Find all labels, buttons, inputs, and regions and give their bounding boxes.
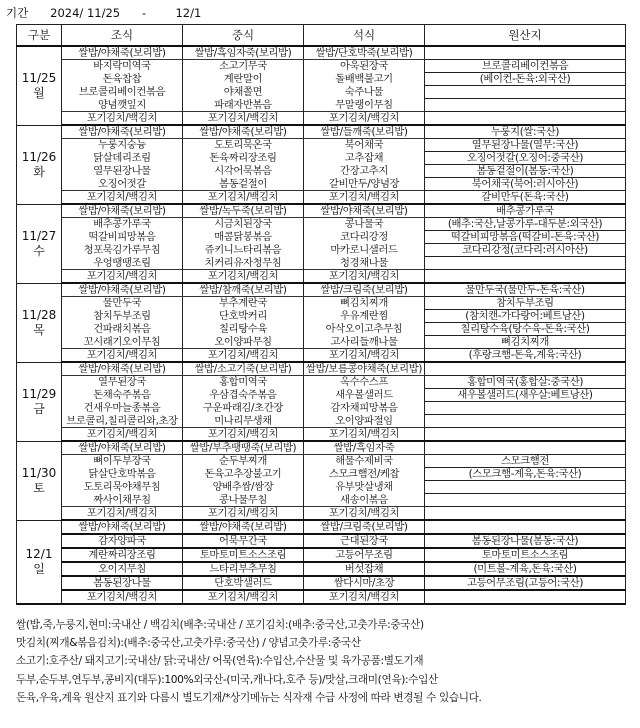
menu-row: [17, 310, 626, 323]
dinner-item: 포기김치/백김치: [304, 590, 425, 604]
menu-row: [17, 165, 626, 178]
dinner-item: 뼈김치찌개: [304, 297, 425, 310]
menu-row: [17, 46, 626, 60]
breakfast-item: 닭살데리조림: [62, 152, 183, 165]
breakfast-item: 닭살단호박볶음: [62, 468, 183, 481]
dinner-item: 쌀밥/크림죽(보리밥): [304, 520, 425, 534]
origin-item: [425, 494, 626, 507]
origin-item: (베이컨-돈육:외국산): [425, 73, 626, 86]
period-end: 12/1: [175, 6, 202, 20]
breakfast-item: 포기김치/백김치: [62, 507, 183, 521]
dinner-item: 숙주나물: [304, 86, 425, 99]
menu-row: [17, 125, 626, 139]
lunch-item: 야채쫄면: [183, 86, 304, 99]
lunch-item: 쌀밥/녹두죽(보리밥): [183, 204, 304, 218]
lunch-item: 양배추쌈/쌈장: [183, 481, 304, 494]
lunch-item: 단호박커리: [183, 310, 304, 323]
breakfast-item: 양념깻잎지: [62, 99, 183, 112]
menu-row: [17, 389, 626, 402]
breakfast-item: 쌀밥/야채죽(보리밥): [62, 362, 183, 376]
day-block: [17, 125, 626, 204]
lunch-item: 쌀밥/야채죽(보리밥): [183, 125, 304, 139]
origin-item: [425, 428, 626, 442]
lunch-item: 쌀밥/참깨죽(보리밥): [183, 283, 304, 297]
lunch-item: 봄동겉절이: [183, 178, 304, 191]
dinner-item: 감자채피망볶음: [304, 402, 425, 415]
origin-item: (배추:국산,날콩가루-대두분:외국산): [425, 218, 626, 231]
origin-item: 오징어젓갈(오징어:중국산): [425, 152, 626, 165]
dinner-item: 쌀밥/단호박죽(보리밥): [304, 46, 425, 60]
menu-row: [17, 244, 626, 257]
lunch-item: 토마토미트소스조림: [183, 548, 304, 562]
origin-item: 갈비만두(돈육:국산): [425, 191, 626, 205]
day-label: [17, 441, 62, 520]
dinner-item: 아욱된장국: [304, 60, 425, 73]
note-line: 쌀(밥,죽,누룽지,현미:국내산 / 백김치(배추:국내산 / 포기김치:(배추:중국산,고춧가루:중국산): [16, 619, 424, 631]
breakfast-item: 열무된장나물: [62, 165, 183, 178]
menu-row: [17, 139, 626, 152]
menu-row: [17, 349, 626, 363]
menu-row: [17, 590, 626, 604]
dinner-item: 쌀밥/크림죽(보리밥): [304, 283, 425, 297]
dinner-item: 해물수제비국: [304, 455, 425, 468]
breakfast-item: 쌀밥/야채죽(보리밥): [62, 125, 183, 139]
header-row: [17, 25, 626, 47]
lunch-item: 우삼겹숙주볶음: [183, 389, 304, 402]
day-weekday: 금: [33, 401, 45, 416]
dinner-item: 새송이볶음: [304, 494, 425, 507]
dinner-item: 마카로니샐러드: [304, 244, 425, 257]
dinner-item: 북어채국: [304, 139, 425, 152]
dinner-item: 유부맛살냉채: [304, 481, 425, 494]
breakfast-item: 계란짜리장조림: [62, 548, 183, 562]
breakfast-item: 브로콜리,칠리콜리와,초장: [62, 415, 183, 428]
origin-item: [425, 481, 626, 494]
lunch-item: 돈육고추장불고기: [183, 468, 304, 481]
menu-row: [17, 481, 626, 494]
origin-item: (미트볼-계육,돈육:국산): [425, 562, 626, 576]
dinner-item: 돌배백불고기: [304, 73, 425, 86]
dinner-item: 콩나물국: [304, 218, 425, 231]
menu-row: [17, 86, 626, 99]
day-date: 11/27: [21, 228, 57, 243]
dinner-item: 갈비만두/양념장: [304, 178, 425, 191]
day-date: 11/29: [21, 386, 57, 401]
day-block: [17, 46, 626, 125]
note-line: 소고기:호주산/ 돼지고기:국내산/ 닭:국내산/ 어묵(연육):수입산,수산물 및 육가공품:별도기재: [16, 655, 424, 668]
breakfast-item: 건파래치볶음: [62, 323, 183, 336]
lunch-item: 부추계란국: [183, 297, 304, 310]
lunch-item: 느타리부추무침: [183, 562, 304, 576]
lunch-item: 포기김치/백김치: [183, 349, 304, 363]
day-weekday: 화: [33, 164, 45, 179]
dinner-item: 포기김치/백김치: [304, 112, 425, 126]
menu-row: [17, 362, 626, 376]
day-block: [17, 283, 626, 362]
origin-item: 배추콩가루국: [425, 204, 626, 218]
breakfast-item: 포기김치/백김치: [62, 191, 183, 205]
menu-row: [17, 257, 626, 270]
breakfast-item: 포기김치/백김치: [62, 270, 183, 284]
lunch-item: 쌀밥/부추땡땡죽(보리밥): [183, 441, 304, 455]
origin-item: [425, 415, 626, 428]
lunch-item: 파래자반볶음: [183, 99, 304, 112]
breakfast-item: 꼬시래기오이무침: [62, 336, 183, 349]
lunch-item: 단호박샐러드: [183, 576, 304, 590]
origin-item: 새우볼샐러드(새우살:베트남산): [425, 389, 626, 402]
menu-row: [17, 494, 626, 507]
menu-row: [17, 428, 626, 442]
menu-row: [17, 534, 626, 548]
dinner-item: 청경채나물: [304, 257, 425, 270]
origin-item: 브로콜리베이컨볶음: [425, 60, 626, 73]
origin-item: (참치캔-가다랑어:베트남산): [425, 310, 626, 323]
menu-row: [17, 468, 626, 481]
lunch-item: 어묵무간국: [183, 534, 304, 548]
lunch-item: 계란말이: [183, 73, 304, 86]
lunch-item: 돈육짜리장조림: [183, 152, 304, 165]
dinner-item: 새우볼샐러드: [304, 389, 425, 402]
lunch-item: 쌀밥/야채죽(보리밥): [183, 520, 304, 534]
origin-item: [425, 257, 626, 270]
origin-item: [425, 441, 626, 455]
lunch-item: 포기김치/백김치: [183, 191, 304, 205]
origin-item: (후랑크햄-돈육,계육:국산): [425, 349, 626, 363]
period-start: 2024/ 11/25: [50, 6, 121, 20]
dinner-item: 무말랭이무침: [304, 99, 425, 112]
menu-row: [17, 297, 626, 310]
origin-item: 홍합미역국(홍합살:중국산): [425, 376, 626, 389]
day-date: 11/25: [21, 70, 57, 85]
dinner-item: 스모크햄전/케찹: [304, 468, 425, 481]
day-label: [17, 520, 62, 604]
header-breakfast: 조식: [62, 25, 183, 47]
origin-item: [425, 112, 626, 126]
origin-item: [425, 99, 626, 112]
lunch-item: 홍합미역국: [183, 376, 304, 389]
lunch-item: 도토리묵온국: [183, 139, 304, 152]
lunch-item: 소고기무국: [183, 60, 304, 73]
menu-row: [17, 576, 626, 590]
origin-item: 북어채국(북어:러시아산): [425, 178, 626, 191]
menu-row: [17, 507, 626, 521]
day-weekday: 월: [33, 85, 45, 100]
menu-row: [17, 204, 626, 218]
weekly-menu-table: [16, 24, 626, 605]
origin-item: 코다리강정(코다리:러시아산): [425, 244, 626, 257]
dinner-item: 고추잡채: [304, 152, 425, 165]
origin-item: 칠리탕수육(탕수육-돈육:국산): [425, 323, 626, 336]
menu-period: [6, 5, 201, 21]
day-label: [17, 46, 62, 125]
origin-item: 고등어무조림(고등어:국산): [425, 576, 626, 590]
breakfast-item: 봄동된장나물: [62, 576, 183, 590]
day-block: [17, 520, 626, 604]
origin-item: (스모크햄-계육,돈육:국산): [425, 468, 626, 481]
day-label: [17, 362, 62, 441]
breakfast-item: 쌀밥/야채죽(보리밥): [62, 204, 183, 218]
origin-item: [425, 362, 626, 376]
header-lunch: 중식: [183, 25, 304, 47]
breakfast-item: 감자양파국: [62, 534, 183, 548]
breakfast-item: 포기김치/백김치: [62, 590, 183, 604]
day-weekday: 수: [33, 243, 45, 258]
dinner-item: 쌀밥/야채죽(보리밥): [304, 204, 425, 218]
day-block: [17, 362, 626, 441]
lunch-item: 쌀밥/소고기죽(보리밥): [183, 362, 304, 376]
day-weekday: 토: [33, 480, 45, 495]
day-label: [17, 283, 62, 362]
breakfast-item: 돈채숙주볶음: [62, 389, 183, 402]
origin-item: [425, 507, 626, 521]
origin-item: 뼈김치찌개: [425, 336, 626, 349]
menu-row: [17, 270, 626, 284]
breakfast-item: 쌀밥/야채죽(보리밥): [62, 520, 183, 534]
menu-row: [17, 99, 626, 112]
dinner-item: 포기김치/백김치: [304, 349, 425, 363]
day-date: 12/1: [25, 546, 53, 561]
breakfast-item: 돈육찹찹: [62, 73, 183, 86]
day-label: [17, 125, 62, 204]
lunch-item: 포기김치/백김치: [183, 270, 304, 284]
dinner-item: 포기김치/백김치: [304, 428, 425, 442]
lunch-item: 미나리무생채: [183, 415, 304, 428]
breakfast-item: 배추콩가루국: [62, 218, 183, 231]
breakfast-item: 도토리묵야채무침: [62, 481, 183, 494]
lunch-item: 포기김치/백김치: [183, 590, 304, 604]
lunch-item: 치커리유자청무침: [183, 257, 304, 270]
dinner-item: 코다리강정: [304, 231, 425, 244]
origin-item: 참치두부조림: [425, 297, 626, 310]
breakfast-item: 뼈이두부장국: [62, 455, 183, 468]
dinner-item: 포기김치/백김치: [304, 507, 425, 521]
dinner-item: 고등어무조림: [304, 548, 425, 562]
day-date: 11/30: [21, 465, 57, 480]
lunch-item: 오이양파무침: [183, 336, 304, 349]
dinner-item: 버섯잡채: [304, 562, 425, 576]
lunch-item: 매콤닭봉볶음: [183, 231, 304, 244]
origin-item: [425, 86, 626, 99]
lunch-item: 콩나물무침: [183, 494, 304, 507]
breakfast-item: 포기김치/백김치: [62, 112, 183, 126]
dinner-item: 아삭오이고추무침: [304, 323, 425, 336]
breakfast-item: 참치두부조림: [62, 310, 183, 323]
lunch-item: 포기김치/백김치: [183, 428, 304, 442]
day-weekday: 목: [33, 322, 45, 337]
lunch-item: 포기김치/백김치: [183, 112, 304, 126]
lunch-item: 칠리탕수육: [183, 323, 304, 336]
breakfast-item: 떡갈비피망볶음: [62, 231, 183, 244]
day-block: [17, 441, 626, 520]
note-line: 돈육,우육,계육 원산지 표기와 다름시 별도기재/*상기메뉴는 식자재 수급 사정에 따라 변경될 수 있습니다.: [16, 691, 482, 704]
origin-item: 봄동된장나물(봄동:국산): [425, 534, 626, 548]
menu-row: [17, 283, 626, 297]
origin-item: 토마토미트소스조림: [425, 548, 626, 562]
lunch-item: 쥬키니느타리볶음: [183, 244, 304, 257]
lunch-item: 쌀밥/흑임자죽(보리밥): [183, 46, 304, 60]
menu-row: [17, 60, 626, 73]
day-block: [17, 204, 626, 283]
dinner-item: 쌀밥/보름콩야채죽(보리밥): [304, 362, 425, 376]
breakfast-item: 오이지무침: [62, 562, 183, 576]
lunch-item: 시각어묵볶음: [183, 165, 304, 178]
dinner-item: 옥수수스프: [304, 376, 425, 389]
lunch-item: 구운파래김/초간장: [183, 402, 304, 415]
header-dinner: 석식: [304, 25, 425, 47]
breakfast-item: 건새우마늘종볶음: [62, 402, 183, 415]
breakfast-item: 오징어젓갈: [62, 178, 183, 191]
origin-item: [425, 46, 626, 60]
dinner-item: 오이양파절임: [304, 415, 425, 428]
menu-row: [17, 562, 626, 576]
breakfast-item: 쌀밥/야채죽(보리밥): [62, 46, 183, 60]
day-date: 11/28: [21, 307, 57, 322]
menu-row: [17, 336, 626, 349]
origin-item: 누룽지(쌀:국산): [425, 125, 626, 139]
menu-row: [17, 73, 626, 86]
origin-item: 물만두국(물만두-돈육:국산): [425, 283, 626, 297]
origin-item: 스모크햄전: [425, 455, 626, 468]
breakfast-item: 물만두국: [62, 297, 183, 310]
day-label: [17, 204, 62, 283]
origin-item: [425, 402, 626, 415]
menu-row: [17, 520, 626, 534]
menu-row: [17, 441, 626, 455]
dinner-item: 고사리들깨나물: [304, 336, 425, 349]
period-dash: -: [142, 6, 147, 20]
dinner-item: 간장고추지: [304, 165, 425, 178]
menu-row: [17, 231, 626, 244]
menu-row: [17, 323, 626, 336]
menu-row: [17, 218, 626, 231]
menu-row: [17, 178, 626, 191]
day-date: 11/26: [21, 149, 57, 164]
dinner-item: 쌈다시마/초장: [304, 576, 425, 590]
breakfast-item: 포기김치/백김치: [62, 428, 183, 442]
header-origin: 원산지: [425, 25, 626, 47]
note-line: 맛김치(찌개&볶음김치):(배추:중국산,고춧가루:중국산) / 양념고춧가루:중국산: [16, 637, 361, 650]
dinner-item: 포기김치/백김치: [304, 191, 425, 205]
breakfast-item: 누룽지숭늉: [62, 139, 183, 152]
period-label: 기간: [6, 6, 29, 20]
breakfast-item: 쌀밥/야채죽(보리밥): [62, 283, 183, 297]
breakfast-item: 우엉땡땡조림: [62, 257, 183, 270]
origin-item: 봄동겉절이(봄동:국산): [425, 165, 626, 178]
lunch-item: 순두부찌개: [183, 455, 304, 468]
breakfast-item: 브로콜리베이컨볶음: [62, 86, 183, 99]
menu-row: [17, 415, 626, 428]
notes-section: [16, 616, 628, 707]
note-line: 두부,순두부,연두부,콩비지(대두):100%외국산-(미국,캐나다,호주 등)/맛살,크래미(연육):수입산: [16, 673, 438, 686]
menu-row: [17, 152, 626, 165]
day-weekday: 일: [33, 561, 45, 576]
lunch-item: 시금치된장국: [183, 218, 304, 231]
menu-row: [17, 455, 626, 468]
dinner-item: 포기김치/백김치: [304, 270, 425, 284]
header-division: 구분: [17, 25, 62, 47]
menu-row: [17, 191, 626, 205]
breakfast-item: 청포묵김가루무침: [62, 244, 183, 257]
menu-row: [17, 402, 626, 415]
dinner-item: 근대된장국: [304, 534, 425, 548]
origin-item: 떡갈비피망볶음(떡갈비-돈육:국산): [425, 231, 626, 244]
origin-item: [425, 520, 626, 534]
breakfast-item: 포기김치/백김치: [62, 349, 183, 363]
origin-item: [425, 270, 626, 284]
menu-row: [17, 376, 626, 389]
lunch-item: 포기김치/백김치: [183, 507, 304, 521]
breakfast-item: 열무된장국: [62, 376, 183, 389]
dinner-item: 우유계란찜: [304, 310, 425, 323]
menu-row: [17, 112, 626, 126]
menu-row: [17, 548, 626, 562]
breakfast-item: 짜사이채무침: [62, 494, 183, 507]
breakfast-item: 바지락미역국: [62, 60, 183, 73]
origin-item: 열무된장나물(열무:국산): [425, 139, 626, 152]
dinner-item: 쌀밥/흑임자죽: [304, 441, 425, 455]
dinner-item: 쌀밥/들깨죽(보리밥): [304, 125, 425, 139]
origin-item: [425, 590, 626, 604]
breakfast-item: 쌀밥/야채죽(보리밥): [62, 441, 183, 455]
